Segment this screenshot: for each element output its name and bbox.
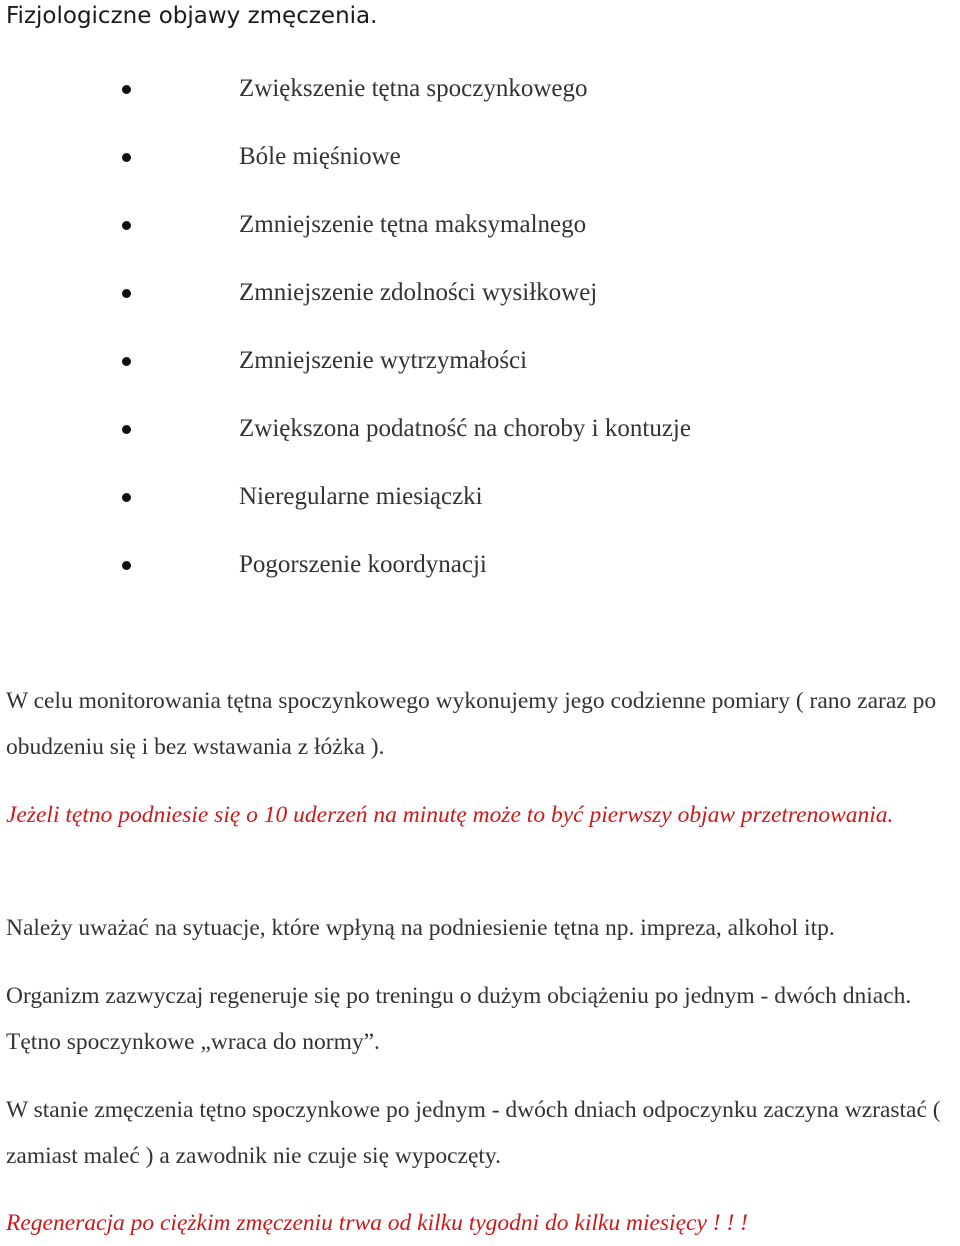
symptom-text: Zmniejszenie zdolności wysiłkowej [239,279,598,306]
caution-paragraph: Należy uważać na sytuacje, które wpłyną na podniesienie tętna np. impreza, alkohol itp. [6,915,835,941]
bullet-icon [122,425,131,434]
bullet-icon [122,289,131,298]
bullet-icon [122,221,131,230]
symptom-text: Zmniejszenie wytrzymałości [239,347,528,374]
symptom-text: Zmniejszenie tętna maksymalnego [239,211,587,238]
regeneration-paragraph: Regeneracja po ciężkim zmęczeniu trwa od kilku tygodni do kilku miesięcy ! ! ! [6,1210,748,1236]
fatigue-paragraph: W stanie zmęczenia tętno spoczynkowe po jednym - dwóch dniach odpoczynku zaczyna wzrastać ( zamiast maleć ) a zawodnik nie czuje się wypoczęty. [6,1097,941,1169]
monitoring-paragraph: W celu monitorowania tętna spoczynkowego wykonujemy jego codzienne pomiary ( rano zaraz po obudzeniu się i bez wstawania z łóżka ). [6,688,937,760]
bullet-icon [122,85,131,94]
recovery-paragraph: Organizm zazwyczaj regeneruje się po treningu o dużym obciążeniu po jednym - dwóch dniach. Tętno spoczynkowe „wraca do normy”. [6,983,912,1055]
page-title: Fizjologiczne objawy zmęczenia. [6,3,378,29]
symptom-text: Zwiększona podatność na choroby i kontuzje [239,415,691,442]
bullet-icon [122,493,131,502]
bullet-icon [122,357,131,366]
bullet-icon [122,561,131,570]
bullet-icon [122,153,131,162]
symptom-text: Zwiększenie tętna spoczynkowego [239,75,588,102]
warning-paragraph: Jeżeli tętno podniesie się o 10 uderzeń na minutę może to być pierwszy objaw przetrenowania. [6,802,894,828]
symptom-text: Bóle mięśniowe [239,143,401,170]
symptom-text: Pogorszenie koordynacji [239,551,487,578]
symptom-text: Nieregularne miesiączki [239,483,483,510]
